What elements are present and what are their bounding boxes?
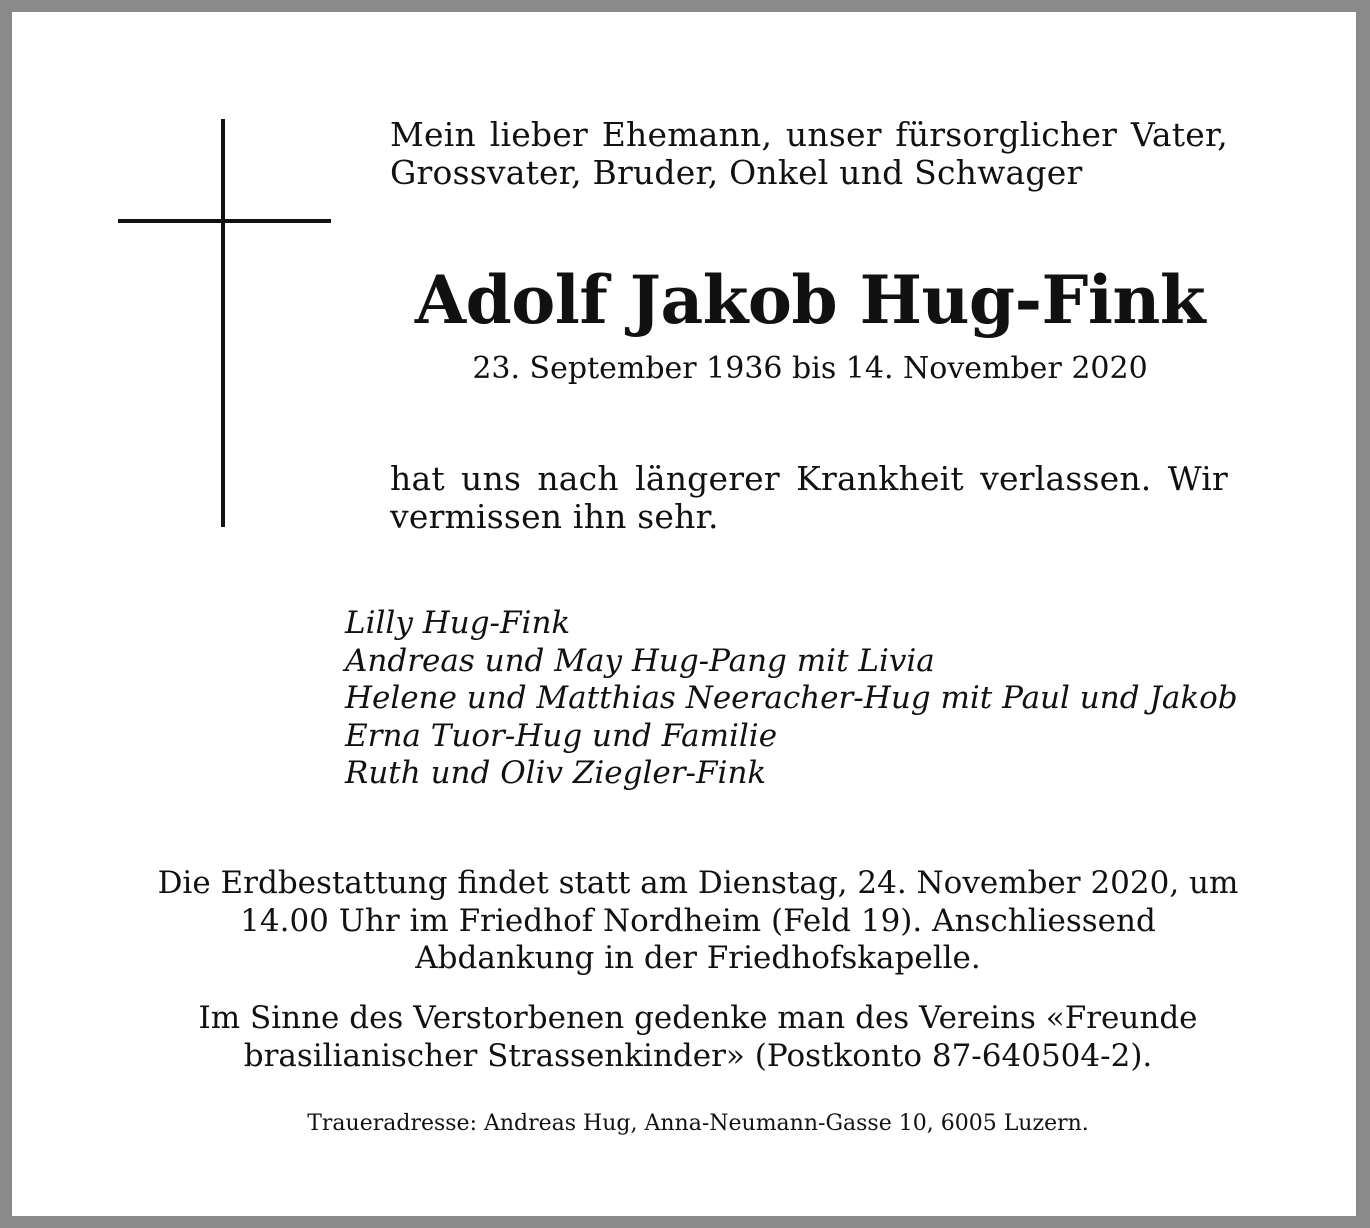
closing-text: hat uns nach längerer Krankheit verlassen. Wir vermissen ihn sehr. bbox=[390, 459, 1228, 536]
funeral-info: Die Erdbestattung findet statt am Dienstag, 24. November 2020, um 14.00 Uhr im Friedhof Nordheim (Feld 19). Anschliessend Abdankung in der Friedhofskapelle. bbox=[157, 865, 1239, 976]
deceased-name: Adolf Jakob Hug-Fink bbox=[414, 261, 1206, 339]
cross-icon-horizontal-bar bbox=[118, 219, 331, 223]
mourner-line: Andreas und May Hug-Pang mit Livia bbox=[345, 642, 935, 679]
mourner-line: Lilly Hug-Fink bbox=[345, 605, 571, 641]
intro-text: Mein lieber Ehemann, unser fürsorglicher Vater, Grossvater, Bruder, Onkel und Schwager bbox=[390, 115, 1228, 192]
cross-icon-vertical-bar bbox=[221, 119, 225, 527]
mourning-address: Traueradresse: Andreas Hug, Anna-Neumann-Gasse 10, 6005 Luzern. bbox=[307, 1111, 1089, 1136]
mourner-line: Erna Tuor-Hug und Familie bbox=[345, 717, 778, 754]
obituary-card bbox=[12, 12, 1356, 1216]
life-dates: 23. September 1936 bis 14. November 2020 bbox=[472, 351, 1148, 386]
mourner-line: Ruth und Oliv Ziegler-Fink bbox=[345, 755, 767, 791]
mourner-line: Helene und Matthias Neeracher-Hug mit Paul und Jakob bbox=[345, 680, 1238, 716]
mourners-list bbox=[345, 605, 1295, 793]
donation-info: Im Sinne des Verstorbenen gedenke man des Vereins «Freunde brasilianischer Strassenkinder» (Postkonto 87-640504-2). bbox=[198, 1000, 1198, 1074]
